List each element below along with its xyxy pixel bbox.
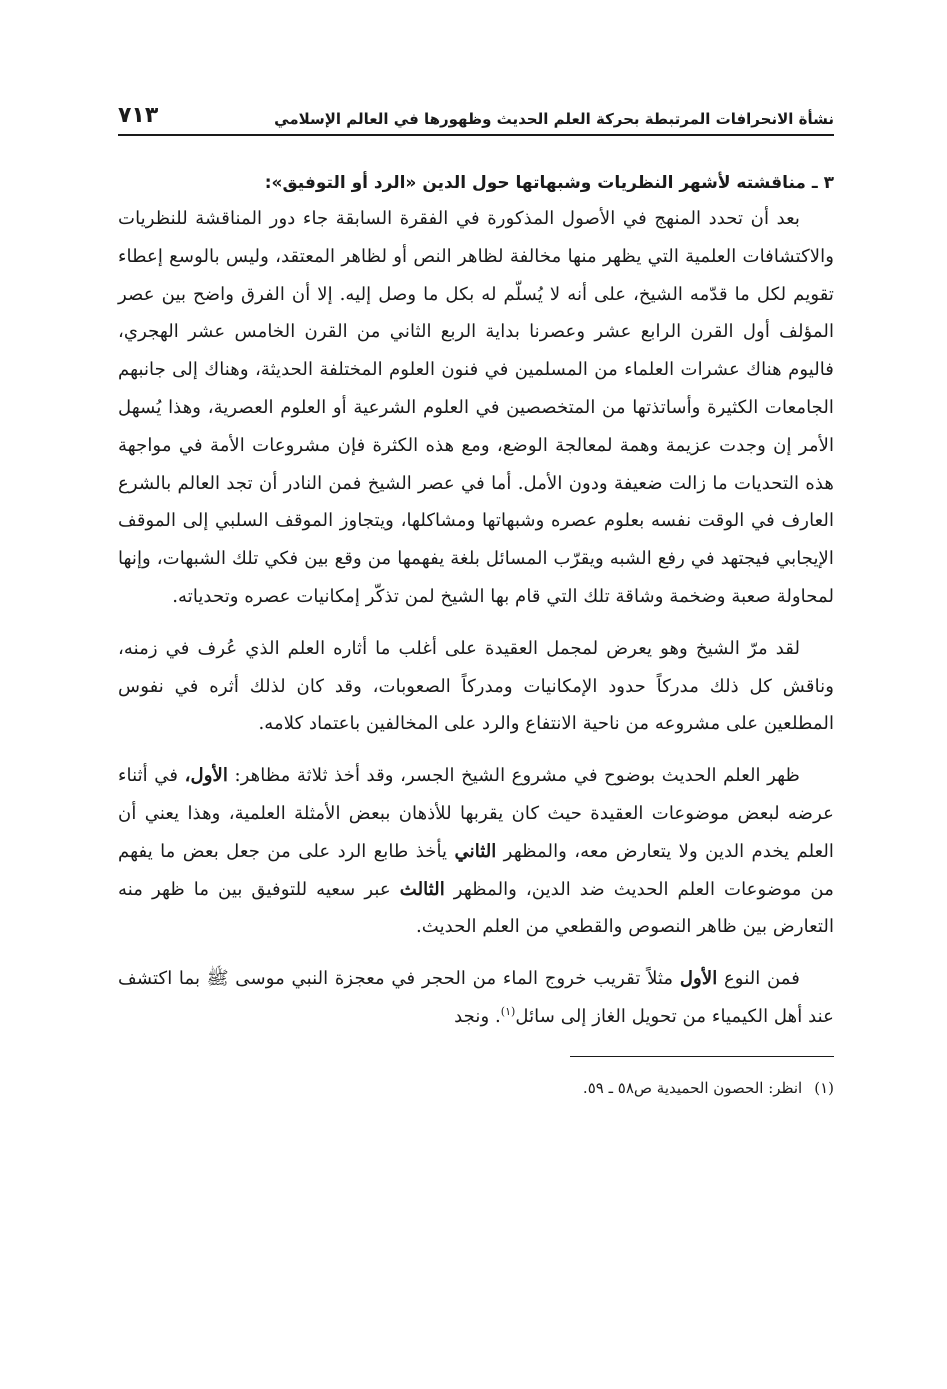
bold-term-first: الأول، — [184, 765, 228, 787]
page-number: ٧١٣ — [118, 103, 159, 128]
paragraph-3 — [118, 757, 834, 946]
footnote-number: (١) — [814, 1078, 834, 1097]
paragraph-4-part-c: مثلاً تقريب خروج الماء من الحجر في معجزة النبي موسى ﷺ بما اكتشف عند أهل الكيمياء من تحويل الغاز إلى سائل — [118, 968, 834, 1027]
footnote-reference: (١) — [500, 1004, 516, 1018]
bold-term-second: الثاني — [454, 840, 497, 862]
paragraph-1: بعد أن تحدد المنهج في الأصول المذكورة في الفقرة السابقة جاء دور المناقشة للنظريات والاكتشافات العلمية التي يظهر منها مخالفة لظاهر النص أو لظاهر المعتقد، وليس بالوسع إعطاء تقويم لكل ما قدّمه الشيخ، على أنه لا يُسلّم له بكل ما وصل إليه. إلا أن الفرق واضح بين عصر المؤلف أول القرن الرابع عشر وعصرنا بداية الربع الثاني من القرن الخامس عشر الهجري، فاليوم هناك عشرات العلماء من المسلمين في فنون العلوم المختلفة الحديثة، وهناك إلى جانبهم الجامعات الكثيرة وأساتذتها من المتخصصين في العلوم الشرعية أو العلوم العصرية، وهذا يُسهل الأمر إن وجدت عزيمة وهمة لمعالجة الوضع، ومع هذه الكثرة فإن مشروعات الأمة في مواجهة هذه التحديات ما زالت ضعيفة ودون الأمل. أما في عصر الشيخ فمن النادر أن تجد العالم بالشرع العارف في الوقت نفسه بعلوم عصره وشبهاتها ومشاكلها، ويتجاوز الموقف السلبي إلى الموقف الإيجابي فيجتهد في رفع الشبه ويقرّب المسائل بلغة يفهمها من وقع بين فكي تلك الشبهات، وإنها لمحاولة صعبة وضخمة وشاقة تلك التي قام بها الشيخ لمن تذكّر إمكانيات عصره وتحدياته. — [118, 208, 834, 607]
paragraph-3-part-a: ظهر العلم الحديث بوضوح في مشروع الشيخ الجسر، وقد أخذ ثلاثة مظاهر: — [234, 765, 800, 787]
footnote — [118, 1075, 834, 1101]
bold-term-third: الثالث — [399, 878, 445, 900]
book-page — [118, 88, 834, 1101]
paragraph-3-part-e: عبر سعيه للتوفيق بين ما ظهر منه التعارض بين ظاهر النصوص والقطعي من العلم الحديث. — [118, 878, 834, 938]
page-header — [118, 88, 834, 136]
bold-term-first-type: الأول — [679, 968, 718, 990]
paragraph-4-part-a: فمن النوع — [723, 968, 800, 990]
paragraph-3-part-d: يأخذ طابع الرد على من جعل بعض ما يفهم من موضوعات العلم الحديث ضد الدين، والمظهر — [118, 840, 834, 900]
paragraph-3-part-c: في أثناء عرضه لبعض موضوعات العقيدة حيث كان يقربها للأذهان ببعض الأمثلة العلمية، وهذا يعني أن العلم يخدم الدين ولا يتعارض معه، والمظهر — [118, 765, 834, 862]
section-heading: ٣ ـ مناقشته لأشهر النظريات وشبهاتها حول الدين «الرد أو التوفيق»: — [264, 173, 834, 193]
paragraph-4 — [118, 960, 834, 1036]
paragraph-4-part-d: . ونجد — [454, 1005, 501, 1027]
footnote-divider — [570, 1056, 834, 1057]
running-title: نشأة الانحرافات المرتبطة بحركة العلم الحديث وظهورها في العالم الإسلامي — [274, 110, 834, 128]
footnote-text: انظر: الحصون الحميدية ص٥٨ ـ ٥٩. — [582, 1078, 803, 1097]
paragraph-2: لقد مرّ الشيخ وهو يعرض لمجمل العقيدة على أغلب ما أثاره العلم الذي عُرف في زمنه، وناقش كل ذلك مدركاً حدود الإمكانيات ومدركاً الصعوبات، وقد كان لذلك أثره في نفوس المطلعين على مشروعه من ناحية الانتفاع والرد على المخالفين باعتماد كلامه. — [118, 637, 834, 735]
